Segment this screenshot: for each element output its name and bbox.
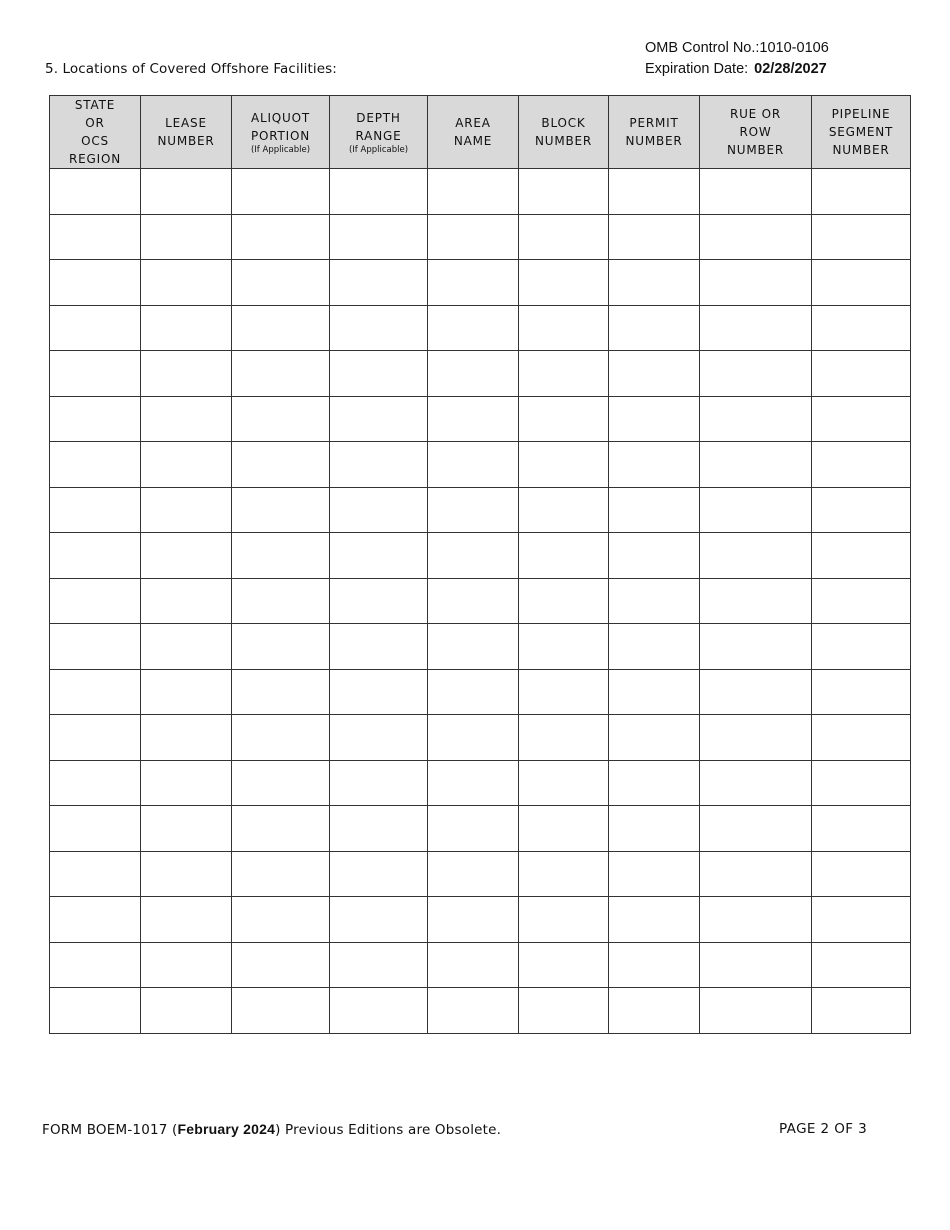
table-cell[interactable] [428,305,519,351]
table-cell[interactable] [609,260,700,306]
table-cell[interactable] [812,305,911,351]
table-cell[interactable] [519,305,609,351]
table-cell[interactable] [330,806,428,852]
table-cell[interactable] [50,806,141,852]
table-cell[interactable] [50,897,141,943]
table-row [50,624,911,670]
table-cell[interactable] [141,396,232,442]
column-header-line: RUE OR [729,107,782,121]
table-cell[interactable] [519,351,609,397]
table-cell[interactable] [50,351,141,397]
table-cell[interactable] [519,260,609,306]
table-cell[interactable] [428,533,519,579]
column-header-line: OCS [81,134,109,148]
table-cell[interactable] [700,578,812,624]
table-cell[interactable] [50,214,141,260]
table-cell[interactable] [609,533,700,579]
table-cell[interactable] [50,487,141,533]
table-cell[interactable] [700,214,812,260]
table-cell[interactable] [700,351,812,397]
column-header-line: NUMBER [625,134,683,148]
table-cell[interactable] [232,351,330,397]
table-cell[interactable] [700,897,812,943]
table-cell[interactable] [700,669,812,715]
table-cell[interactable] [812,806,911,852]
table-cell[interactable] [812,851,911,897]
table-cell[interactable] [812,396,911,442]
table-cell[interactable] [50,760,141,806]
column-header-line: AREA [455,116,491,130]
table-cell[interactable] [812,715,911,761]
table-cell[interactable] [232,851,330,897]
table-cell[interactable] [50,533,141,579]
page-number: PAGE 2 OF 3 [779,1121,868,1137]
table-cell[interactable] [428,669,519,715]
table-cell[interactable] [330,351,428,397]
column-header [609,96,700,169]
column-header-line: OR [85,116,105,130]
table-cell[interactable] [141,942,232,988]
table-cell[interactable] [700,442,812,488]
table-cell[interactable] [330,851,428,897]
column-header-line: RANGE [355,128,402,143]
table-cell[interactable] [141,806,232,852]
table-cell[interactable] [141,533,232,579]
table-cell[interactable] [428,351,519,397]
table-cell[interactable] [428,897,519,943]
table-row [50,351,911,397]
table-cell[interactable] [609,851,700,897]
table-cell[interactable] [609,305,700,351]
column-header-note: (If Applicable) [250,144,311,155]
table-cell[interactable] [232,533,330,579]
table-cell[interactable] [330,305,428,351]
table-cell[interactable] [50,669,141,715]
table-cell[interactable] [50,169,141,215]
table-cell[interactable] [812,214,911,260]
table-row [50,487,911,533]
table-cell[interactable] [330,214,428,260]
table-cell[interactable] [609,897,700,943]
table-row [50,988,911,1034]
table-cell[interactable] [232,806,330,852]
table-cell[interactable] [519,578,609,624]
table-row [50,578,911,624]
column-header [50,96,141,169]
column-header-line: PORTION [250,128,311,143]
table-cell[interactable] [609,487,700,533]
table-row [50,715,911,761]
column-header-line: SEGMENT [828,125,894,139]
table-cell[interactable] [428,578,519,624]
table-cell[interactable] [50,442,141,488]
expiration-line [645,59,829,80]
column-header [519,96,609,169]
table-row [50,760,911,806]
table-row [50,942,911,988]
table-cell[interactable] [428,214,519,260]
table-cell[interactable] [428,442,519,488]
column-header-line: ROW [739,125,772,139]
table-cell[interactable] [330,897,428,943]
table-cell[interactable] [700,806,812,852]
column-header [812,96,911,169]
table-cell[interactable] [232,715,330,761]
column-header-line: REGION [69,152,121,166]
column-header [428,96,519,169]
table-cell[interactable] [812,897,911,943]
table-cell[interactable] [428,760,519,806]
column-header [330,96,428,169]
omb-control-number: 1010-0106 [759,40,829,56]
table-cell[interactable] [141,351,232,397]
table-cell[interactable] [330,942,428,988]
table-cell[interactable] [519,214,609,260]
table-cell[interactable] [141,578,232,624]
table-cell[interactable] [330,169,428,215]
table-cell[interactable] [609,578,700,624]
table-cell[interactable] [141,669,232,715]
table-cell[interactable] [700,487,812,533]
table-cell[interactable] [519,669,609,715]
table-row [50,533,911,579]
table-cell[interactable] [141,260,232,306]
table-cell[interactable] [50,396,141,442]
table-cell[interactable] [700,851,812,897]
column-header-line: PIPELINE [831,107,891,121]
table-cell[interactable] [700,260,812,306]
table-cell[interactable] [812,260,911,306]
omb-control-line [645,38,829,59]
table-cell[interactable] [609,669,700,715]
table-cell[interactable] [232,487,330,533]
table-cell[interactable] [700,942,812,988]
table-cell[interactable] [609,806,700,852]
column-header-line: ALIQUOT [250,110,311,125]
table-cell[interactable] [700,624,812,670]
table-cell[interactable] [700,715,812,761]
table-cell[interactable] [330,988,428,1034]
expiration-date: 02/28/2027 [754,61,827,77]
table-cell[interactable] [141,624,232,670]
table-cell[interactable] [609,351,700,397]
table-cell[interactable] [812,578,911,624]
table-cell[interactable] [141,169,232,215]
table-cell[interactable] [609,396,700,442]
form-identifier [42,1120,501,1139]
table-cell[interactable] [232,760,330,806]
table-cell[interactable] [812,533,911,579]
table-row [50,851,911,897]
table-cell[interactable] [330,487,428,533]
column-header-line: NUMBER [534,134,593,148]
table-cell[interactable] [50,305,141,351]
table-row [50,214,911,260]
table-cell[interactable] [609,214,700,260]
table-row [50,806,911,852]
table-cell[interactable] [609,715,700,761]
table-cell[interactable] [428,988,519,1034]
form-prefix: FORM BOEM-1017 ( [42,1122,178,1138]
table-cell[interactable] [428,396,519,442]
table-cell[interactable] [232,214,330,260]
table-cell[interactable] [330,533,428,579]
table-cell[interactable] [330,715,428,761]
omb-control-label: OMB Control No.: [645,40,760,56]
table-cell[interactable] [330,260,428,306]
table-cell[interactable] [141,214,232,260]
table-cell[interactable] [50,578,141,624]
column-header-line: LEASE [165,116,207,130]
table-cell[interactable] [609,942,700,988]
form-suffix: ) Previous Editions are Obsolete. [275,1122,502,1138]
table-cell[interactable] [812,169,911,215]
section-title: 5. Locations of Covered Offshore Facilities: [45,61,337,77]
table-cell[interactable] [428,169,519,215]
table-cell[interactable] [50,988,141,1034]
table-cell[interactable] [141,442,232,488]
table-cell[interactable] [609,988,700,1034]
table-cell[interactable] [700,533,812,579]
table-cell[interactable] [50,260,141,306]
table-cell[interactable] [141,487,232,533]
column-header [232,96,330,169]
table-cell[interactable] [232,305,330,351]
table-cell[interactable] [519,942,609,988]
table-cell[interactable] [519,442,609,488]
table-cell[interactable] [609,624,700,670]
column-header [141,96,232,169]
table-cell[interactable] [232,988,330,1034]
table-cell[interactable] [428,487,519,533]
table-cell[interactable] [232,578,330,624]
table-cell[interactable] [519,988,609,1034]
table-row [50,442,911,488]
table-cell[interactable] [519,897,609,943]
table-cell[interactable] [141,851,232,897]
table-cell[interactable] [519,851,609,897]
table-cell[interactable] [428,715,519,761]
table-cell[interactable] [330,578,428,624]
table-cell[interactable] [700,396,812,442]
column-header-line: NUMBER [726,143,785,157]
table-cell[interactable] [50,715,141,761]
table-row [50,260,911,306]
table-cell[interactable] [812,624,911,670]
table-header-row [50,96,911,169]
table-cell[interactable] [519,624,609,670]
table-cell[interactable] [141,988,232,1034]
table-cell[interactable] [232,624,330,670]
table-cell[interactable] [330,396,428,442]
table-cell[interactable] [519,533,609,579]
column-header-note: (If Applicable) [348,144,409,155]
table-cell[interactable] [232,897,330,943]
table-cell[interactable] [50,851,141,897]
column-header-line: BLOCK [541,116,586,130]
table-cell[interactable] [812,988,911,1034]
column-header-line: NUMBER [832,143,890,157]
table-cell[interactable] [812,442,911,488]
column-header [700,96,812,169]
table-cell[interactable] [141,305,232,351]
table-cell[interactable] [700,760,812,806]
table-cell[interactable] [232,669,330,715]
table-row [50,169,911,215]
table-cell[interactable] [519,487,609,533]
column-header-line: NAME [453,134,493,148]
table-cell[interactable] [609,442,700,488]
expiration-label: Expiration Date: [645,61,749,77]
form-edition: February 2024 [177,1121,276,1137]
table-cell[interactable] [428,806,519,852]
table-cell[interactable] [700,988,812,1034]
table-cell[interactable] [812,669,911,715]
table-cell[interactable] [232,169,330,215]
table-cell[interactable] [50,942,141,988]
table-cell[interactable] [700,169,812,215]
table-cell[interactable] [428,942,519,988]
table-cell[interactable] [428,624,519,670]
table-cell[interactable] [141,897,232,943]
table-cell[interactable] [330,442,428,488]
table-cell[interactable] [700,305,812,351]
table-cell[interactable] [609,760,700,806]
table-cell[interactable] [519,760,609,806]
table-cell[interactable] [812,760,911,806]
table-cell[interactable] [141,760,232,806]
column-header-line: DEPTH [356,110,401,125]
column-header-line: STATE [74,98,116,112]
table-cell[interactable] [330,624,428,670]
table-cell[interactable] [50,624,141,670]
table-cell[interactable] [519,715,609,761]
table-cell[interactable] [330,760,428,806]
table-cell[interactable] [428,260,519,306]
table-cell[interactable] [232,260,330,306]
table-row [50,396,911,442]
table-cell[interactable] [609,169,700,215]
table-row [50,305,911,351]
column-header-line: PERMIT [629,116,679,130]
column-header-line: NUMBER [157,134,215,148]
table-cell[interactable] [232,442,330,488]
table-cell[interactable] [519,396,609,442]
table-cell[interactable] [330,669,428,715]
table-cell[interactable] [141,715,232,761]
table-cell[interactable] [232,396,330,442]
omb-info [645,38,829,80]
table-row [50,669,911,715]
table-cell[interactable] [232,942,330,988]
table-cell[interactable] [519,169,609,215]
table-cell[interactable] [812,942,911,988]
table-row [50,897,911,943]
table-body [50,169,911,1034]
table-cell[interactable] [812,351,911,397]
facilities-table [49,95,911,1034]
table-cell[interactable] [428,851,519,897]
table-cell[interactable] [519,806,609,852]
table-cell[interactable] [812,487,911,533]
